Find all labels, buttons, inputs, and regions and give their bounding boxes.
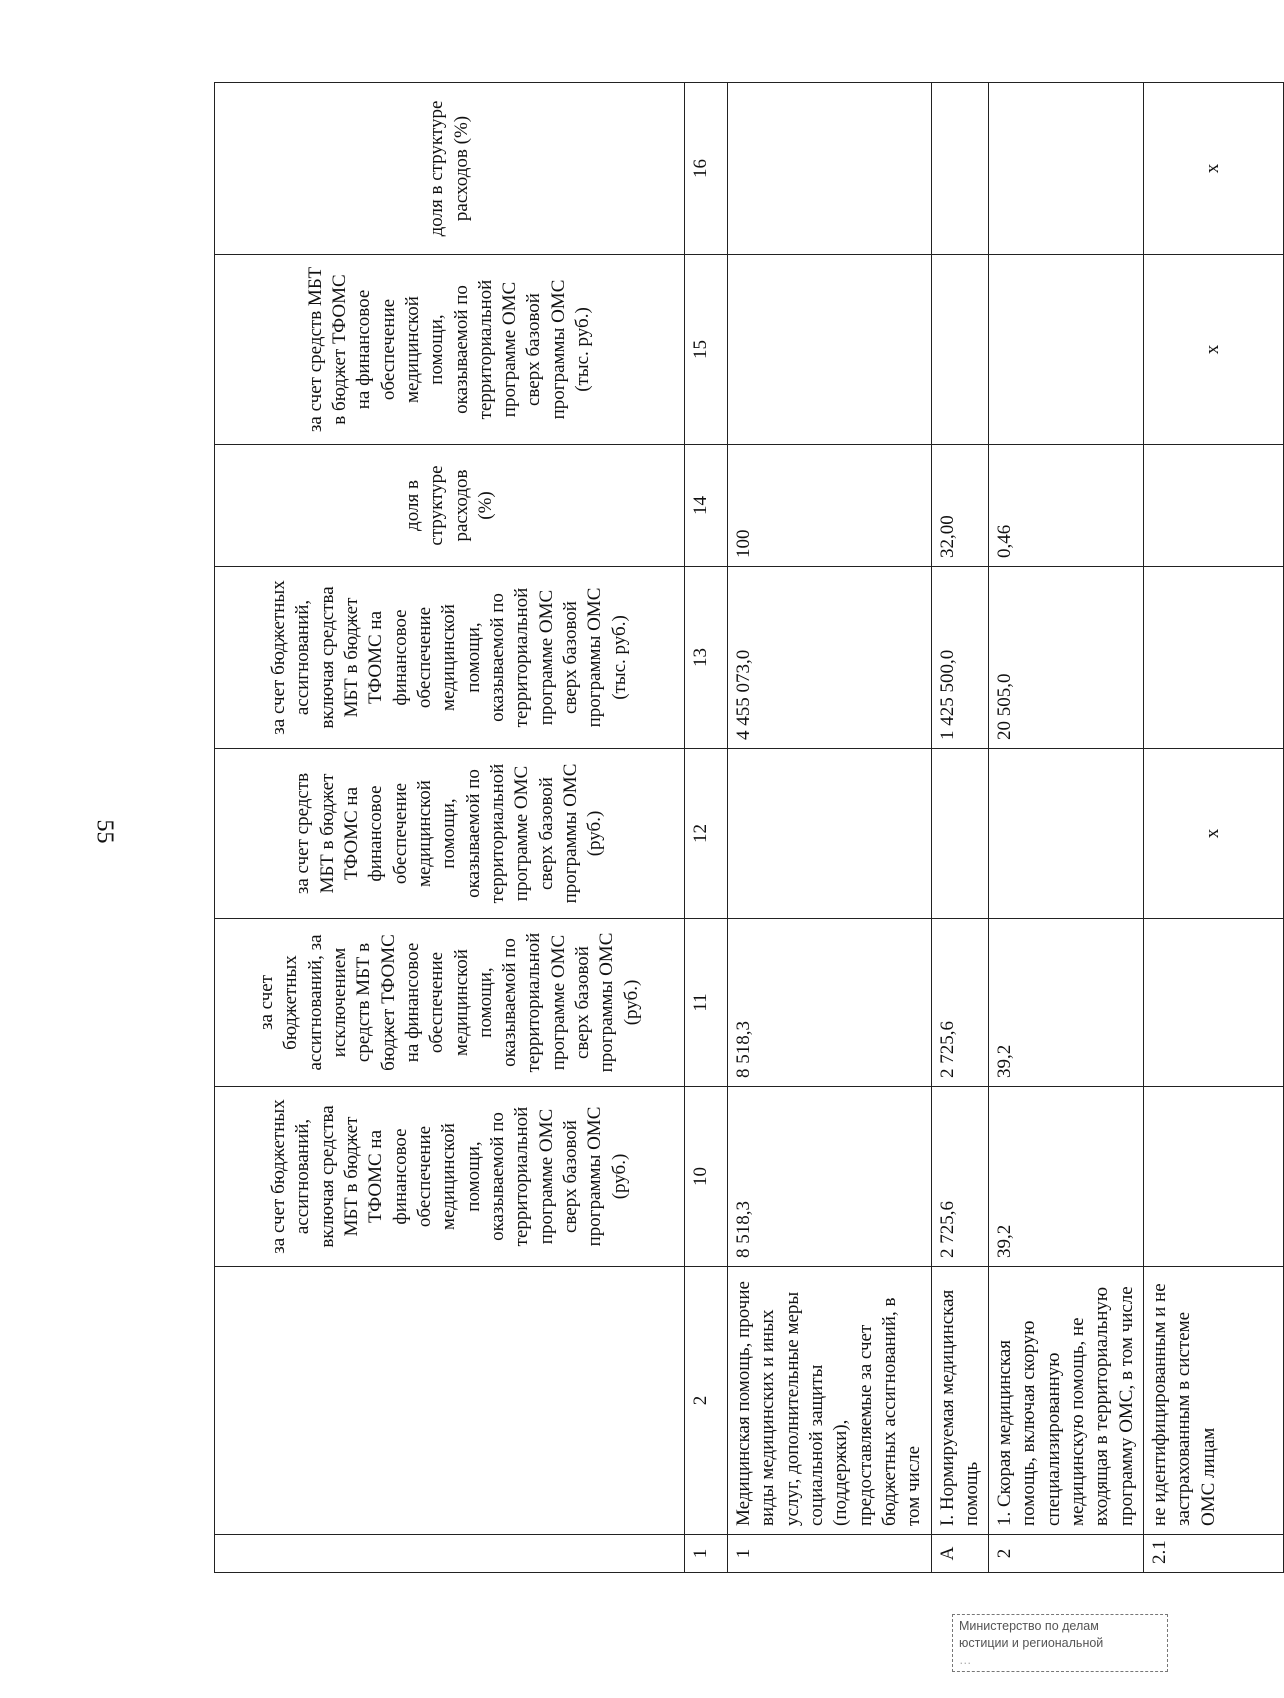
- cell-c13: [1144, 567, 1284, 749]
- header-cell-name: [215, 1267, 685, 1535]
- colnum-2: 2: [685, 1267, 728, 1535]
- row-num: 1: [728, 1535, 932, 1573]
- cell-c16: [931, 83, 989, 255]
- cell-c13: 20 505,0: [989, 567, 1144, 749]
- header-cell-c15: за счет средств МБТ в бюджет ТФОМС на финансовое обеспечение медицинской помощи, оказываемой по территориальной программе ОМС сверх базовой программы ОМС (тыс. руб.): [215, 255, 685, 445]
- colnum-12: 12: [685, 749, 728, 919]
- cell-c11: 8 518,3: [728, 919, 932, 1087]
- header-cell-c16: доля в структуре расходов (%): [215, 83, 685, 255]
- cell-c15: [931, 255, 989, 445]
- budget-table-rotated: [214, 83, 1224, 1573]
- cell-c11: 2 725,6: [931, 919, 989, 1087]
- colnum-15: 15: [685, 255, 728, 445]
- cell-c14: [1144, 445, 1284, 567]
- cell-c15: х: [1144, 255, 1284, 445]
- table-row: [1144, 83, 1284, 1573]
- stamp-line-1: Министерство по делам: [959, 1619, 1099, 1633]
- colnum-13: 13: [685, 567, 728, 749]
- budget-table: [214, 82, 1284, 1573]
- cell-c12: [931, 749, 989, 919]
- row-name: 1. Скорая медицинская помощь, включая скорую специализированную медицинскую помощь, не входящая в территориальную программу ОМС, в том числе: [989, 1267, 1144, 1535]
- table-row: [931, 83, 989, 1573]
- cell-c15: [989, 255, 1144, 445]
- cell-c16: х: [1144, 83, 1284, 255]
- table-row: [989, 83, 1144, 1573]
- header-cell-c14: доля в структуре расходов (%): [215, 445, 685, 567]
- row-num: 2.1: [1144, 1535, 1284, 1573]
- ministry-stamp: [952, 1614, 1168, 1672]
- cell-c13: 1 425 500,0: [931, 567, 989, 749]
- colnum-10: 10: [685, 1087, 728, 1267]
- cell-c10: [1144, 1087, 1284, 1267]
- header-cell-c12: за счет средств МБТ в бюджет ТФОМС на финансовое обеспечение медицинской помощи, оказываемой по территориальной программе ОМС сверх базовой программы ОМС (руб.): [215, 749, 685, 919]
- cell-c11: 39,2: [989, 919, 1144, 1087]
- colnum-11: 11: [685, 919, 728, 1087]
- stamp-line-3: …: [959, 1653, 972, 1667]
- cell-c10: 8 518,3: [728, 1087, 932, 1267]
- cell-c11: [1144, 919, 1284, 1087]
- cell-c15: [728, 255, 932, 445]
- header-cell-num: [215, 1535, 685, 1573]
- colnum-1: 1: [685, 1535, 728, 1573]
- colnum-14: 14: [685, 445, 728, 567]
- cell-c12: [989, 749, 1144, 919]
- row-name: I. Нормируемая медицинская помощь: [931, 1267, 989, 1535]
- header-row: [215, 83, 685, 1573]
- cell-c14: 32,00: [931, 445, 989, 567]
- row-name: Медицинская помощь, прочие виды медицинских и иных услуг, дополнительные меры социальной защиты (поддержки), предоставляемые за счет бюджетных ассигнований, в том числе: [728, 1267, 932, 1535]
- cell-c10: 39,2: [989, 1087, 1144, 1267]
- cell-c12: [728, 749, 932, 919]
- header-cell-c10: за счет бюджетных ассигнований, включая средства МБТ в бюджет ТФОМС на финансовое обеспечение медицинской помощи, оказываемой по территориальной программе ОМС сверх базовой программы ОМС (руб.): [215, 1087, 685, 1267]
- header-cell-c13: за счет бюджетных ассигнований, включая средства МБТ в бюджет ТФОМС на финансовое обеспечение медицинской помощи, оказываемой по территориальной программе ОМС сверх базовой программы ОМС (тыс. руб.): [215, 567, 685, 749]
- cell-c13: 4 455 073,0: [728, 567, 932, 749]
- table-row: [728, 83, 932, 1573]
- cell-c16: [989, 83, 1144, 255]
- stamp-line-2: юстиции и региональной: [959, 1636, 1104, 1650]
- header-cell-c11: за счет бюджетных ассигнований, за исключением средств МБТ в бюджет ТФОМС на финансовое обеспечение медицинской помощи, оказываемой по территориальной программе ОМС сверх базовой программы ОМС (руб.): [215, 919, 685, 1087]
- cell-c16: [728, 83, 932, 255]
- row-num: 2: [989, 1535, 1144, 1573]
- cell-c14: 100: [728, 445, 932, 567]
- cell-c12: х: [1144, 749, 1284, 919]
- cell-c10: 2 725,6: [931, 1087, 989, 1267]
- column-number-row: [685, 83, 728, 1573]
- page-number: 55: [91, 819, 118, 844]
- colnum-16: 16: [685, 83, 728, 255]
- row-num: А: [931, 1535, 989, 1573]
- cell-c14: 0,46: [989, 445, 1144, 567]
- row-name: не идентифицированным и не застрахованным в системе ОМС лицам: [1144, 1267, 1284, 1535]
